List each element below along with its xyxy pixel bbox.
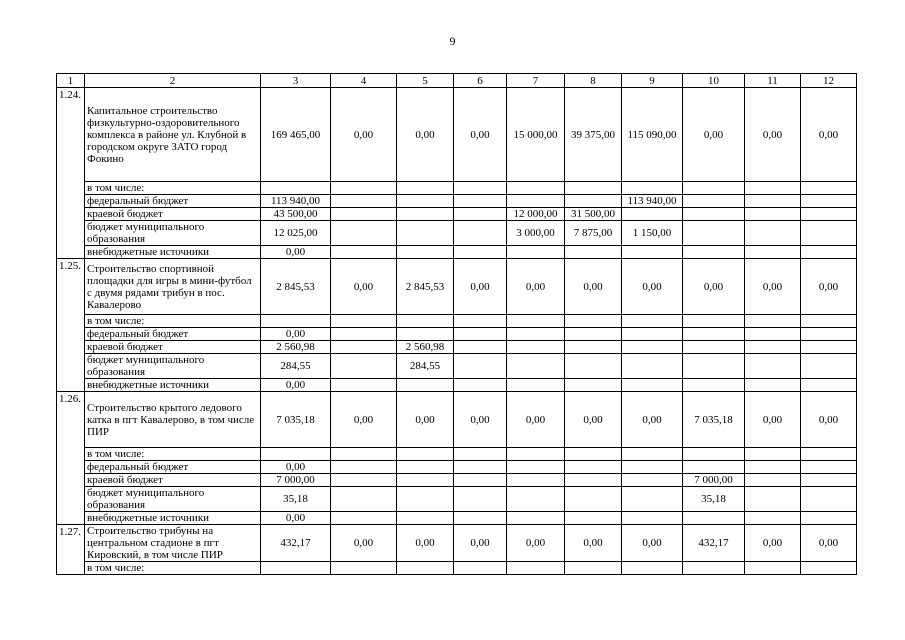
- amount-cell: [454, 328, 507, 341]
- amount-cell: [801, 448, 857, 461]
- amount-cell: 0,00: [261, 512, 331, 525]
- funding-source-label: краевой бюджет: [85, 474, 261, 487]
- amount-cell: [454, 341, 507, 354]
- amount-cell: 0,00: [622, 525, 683, 562]
- column-header: 12: [801, 74, 857, 88]
- amount-cell: 3 000,00: [507, 221, 565, 246]
- amount-cell: [683, 246, 745, 259]
- table-subrow: [57, 448, 857, 461]
- amount-cell: [565, 461, 622, 474]
- amount-cell: [397, 512, 454, 525]
- amount-cell: 0,00: [801, 88, 857, 182]
- amount-cell: [801, 195, 857, 208]
- funding-source-label: бюджет муниципального образования: [85, 487, 261, 512]
- funding-source-label: в том числе:: [85, 182, 261, 195]
- amount-cell: [331, 354, 397, 379]
- amount-cell: 0,00: [507, 525, 565, 562]
- amount-cell: [331, 474, 397, 487]
- amount-cell: 0,00: [801, 259, 857, 315]
- amount-cell: 0,00: [331, 259, 397, 315]
- table-subrow: [57, 474, 857, 487]
- column-header: 4: [331, 74, 397, 88]
- amount-cell: 0,00: [261, 246, 331, 259]
- table-subrow: [57, 487, 857, 512]
- amount-cell: [507, 379, 565, 392]
- amount-cell: [331, 379, 397, 392]
- amount-cell: [745, 182, 801, 195]
- column-header: 8: [565, 74, 622, 88]
- amount-cell: [622, 182, 683, 195]
- amount-cell: 0,00: [507, 259, 565, 315]
- amount-cell: [454, 562, 507, 575]
- table-subrow: [57, 461, 857, 474]
- amount-cell: [565, 474, 622, 487]
- amount-cell: [683, 461, 745, 474]
- amount-cell: [507, 461, 565, 474]
- amount-cell: [397, 221, 454, 246]
- amount-cell: [565, 195, 622, 208]
- amount-cell: [683, 315, 745, 328]
- amount-cell: [331, 182, 397, 195]
- table-subrow: [57, 379, 857, 392]
- amount-cell: 39 375,00: [565, 88, 622, 182]
- amount-cell: [261, 562, 331, 575]
- amount-cell: [622, 474, 683, 487]
- amount-cell: [565, 562, 622, 575]
- amount-cell: [331, 487, 397, 512]
- amount-cell: [397, 474, 454, 487]
- amount-cell: [745, 246, 801, 259]
- amount-cell: [565, 246, 622, 259]
- amount-cell: [507, 487, 565, 512]
- amount-cell: [622, 328, 683, 341]
- item-name: Строительство крытого ледового катка в пгт Кавалерово, в том числе ПИР: [85, 392, 261, 448]
- amount-cell: 2 845,53: [397, 259, 454, 315]
- item-number: 1.25.: [57, 259, 85, 392]
- amount-cell: [565, 328, 622, 341]
- amount-cell: [745, 512, 801, 525]
- amount-cell: [622, 512, 683, 525]
- amount-cell: 31 500,00: [565, 208, 622, 221]
- amount-cell: [683, 354, 745, 379]
- table-row: [57, 392, 857, 448]
- amount-cell: [745, 315, 801, 328]
- amount-cell: 2 560,98: [397, 341, 454, 354]
- amount-cell: [454, 379, 507, 392]
- amount-cell: 2 560,98: [261, 341, 331, 354]
- amount-cell: [801, 487, 857, 512]
- amount-cell: [454, 487, 507, 512]
- amount-cell: 0,00: [397, 392, 454, 448]
- amount-cell: [565, 448, 622, 461]
- header-row: [57, 74, 857, 88]
- amount-cell: [261, 182, 331, 195]
- amount-cell: 0,00: [565, 392, 622, 448]
- amount-cell: [397, 487, 454, 512]
- amount-cell: [331, 461, 397, 474]
- amount-cell: [397, 315, 454, 328]
- amount-cell: [507, 448, 565, 461]
- funding-source-label: бюджет муниципального образования: [85, 221, 261, 246]
- amount-cell: 432,17: [683, 525, 745, 562]
- amount-cell: [331, 448, 397, 461]
- amount-cell: [565, 341, 622, 354]
- amount-cell: [507, 195, 565, 208]
- page-number: 9: [449, 34, 456, 48]
- amount-cell: [622, 461, 683, 474]
- table-body: [57, 74, 857, 575]
- amount-cell: 0,00: [454, 259, 507, 315]
- amount-cell: [745, 221, 801, 246]
- amount-cell: 0,00: [261, 328, 331, 341]
- amount-cell: [622, 562, 683, 575]
- amount-cell: 7 875,00: [565, 221, 622, 246]
- amount-cell: [454, 474, 507, 487]
- amount-cell: [745, 208, 801, 221]
- amount-cell: [683, 221, 745, 246]
- amount-cell: [397, 195, 454, 208]
- amount-cell: [683, 208, 745, 221]
- amount-cell: [507, 341, 565, 354]
- amount-cell: [454, 461, 507, 474]
- amount-cell: [331, 221, 397, 246]
- amount-cell: [801, 328, 857, 341]
- amount-cell: [683, 182, 745, 195]
- table-row: [57, 88, 857, 182]
- amount-cell: 113 940,00: [622, 195, 683, 208]
- column-header: 10: [683, 74, 745, 88]
- amount-cell: [331, 246, 397, 259]
- amount-cell: 284,55: [261, 354, 331, 379]
- amount-cell: [397, 182, 454, 195]
- amount-cell: [745, 354, 801, 379]
- amount-cell: [683, 195, 745, 208]
- amount-cell: [801, 221, 857, 246]
- funding-source-label: внебюджетные источники: [85, 379, 261, 392]
- amount-cell: [454, 208, 507, 221]
- amount-cell: [507, 474, 565, 487]
- amount-cell: 12 025,00: [261, 221, 331, 246]
- amount-cell: [801, 208, 857, 221]
- amount-cell: [454, 315, 507, 328]
- amount-cell: 115 090,00: [622, 88, 683, 182]
- amount-cell: [507, 246, 565, 259]
- amount-cell: [397, 562, 454, 575]
- funding-source-label: краевой бюджет: [85, 341, 261, 354]
- amount-cell: [622, 379, 683, 392]
- amount-cell: [801, 461, 857, 474]
- funding-source-label: федеральный бюджет: [85, 461, 261, 474]
- amount-cell: [331, 562, 397, 575]
- column-header: 7: [507, 74, 565, 88]
- amount-cell: [801, 379, 857, 392]
- column-header: 9: [622, 74, 683, 88]
- amount-cell: 0,00: [331, 88, 397, 182]
- amount-cell: [683, 341, 745, 354]
- amount-cell: [745, 195, 801, 208]
- amount-cell: [801, 354, 857, 379]
- table-subrow: [57, 246, 857, 259]
- amount-cell: 0,00: [454, 392, 507, 448]
- item-number: 1.27.: [57, 525, 85, 575]
- amount-cell: 15 000,00: [507, 88, 565, 182]
- amount-cell: 0,00: [261, 461, 331, 474]
- amount-cell: [745, 474, 801, 487]
- funding-source-label: в том числе:: [85, 562, 261, 575]
- amount-cell: 0,00: [397, 525, 454, 562]
- amount-cell: 7 000,00: [261, 474, 331, 487]
- amount-cell: 7 000,00: [683, 474, 745, 487]
- amount-cell: 0,00: [745, 392, 801, 448]
- amount-cell: [622, 354, 683, 379]
- funding-source-label: бюджет муниципального образования: [85, 354, 261, 379]
- funding-source-label: федеральный бюджет: [85, 328, 261, 341]
- funding-source-label: в том числе:: [85, 448, 261, 461]
- table-subrow: [57, 182, 857, 195]
- amount-cell: 0,00: [454, 525, 507, 562]
- amount-cell: 0,00: [801, 392, 857, 448]
- amount-cell: [745, 562, 801, 575]
- amount-cell: [565, 315, 622, 328]
- column-header: 1: [57, 74, 85, 88]
- item-name: Строительство спортивной площадки для игры в мини-футбол с двумя рядами трибун в пос. Кавалерово: [85, 259, 261, 315]
- amount-cell: [622, 487, 683, 512]
- amount-cell: [801, 474, 857, 487]
- amount-cell: [565, 379, 622, 392]
- funding-source-label: федеральный бюджет: [85, 195, 261, 208]
- amount-cell: 0,00: [331, 392, 397, 448]
- amount-cell: 0,00: [331, 525, 397, 562]
- amount-cell: 0,00: [565, 259, 622, 315]
- table-subrow: [57, 354, 857, 379]
- item-number: 1.24.: [57, 88, 85, 259]
- amount-cell: [507, 315, 565, 328]
- amount-cell: 0,00: [745, 525, 801, 562]
- column-header: 11: [745, 74, 801, 88]
- amount-cell: 0,00: [261, 379, 331, 392]
- amount-cell: [622, 208, 683, 221]
- amount-cell: [683, 512, 745, 525]
- amount-cell: [454, 354, 507, 379]
- amount-cell: [683, 328, 745, 341]
- item-name: Строительство трибуны на центральном стадионе в пгт Кировский, в том числе ПИР: [85, 525, 261, 562]
- table-subrow: [57, 221, 857, 246]
- amount-cell: 7 035,18: [683, 392, 745, 448]
- amount-cell: [683, 448, 745, 461]
- amount-cell: [397, 246, 454, 259]
- table-subrow: [57, 341, 857, 354]
- amount-cell: [397, 448, 454, 461]
- amount-cell: [397, 208, 454, 221]
- amount-cell: [331, 512, 397, 525]
- amount-cell: [745, 341, 801, 354]
- table-row: [57, 259, 857, 315]
- amount-cell: [507, 512, 565, 525]
- amount-cell: 0,00: [565, 525, 622, 562]
- funding-source-label: внебюджетные источники: [85, 246, 261, 259]
- amount-cell: [683, 562, 745, 575]
- amount-cell: 432,17: [261, 525, 331, 562]
- amount-cell: [454, 246, 507, 259]
- table-subrow: [57, 315, 857, 328]
- amount-cell: [331, 208, 397, 221]
- amount-cell: [801, 562, 857, 575]
- amount-cell: 0,00: [397, 88, 454, 182]
- amount-cell: [507, 182, 565, 195]
- amount-cell: 0,00: [683, 88, 745, 182]
- amount-cell: [507, 562, 565, 575]
- amount-cell: [801, 341, 857, 354]
- amount-cell: [331, 328, 397, 341]
- amount-cell: [261, 315, 331, 328]
- funding-source-label: внебюджетные источники: [85, 512, 261, 525]
- amount-cell: 7 035,18: [261, 392, 331, 448]
- amount-cell: 0,00: [801, 525, 857, 562]
- amount-cell: [331, 195, 397, 208]
- table-row: [57, 525, 857, 562]
- amount-cell: [622, 315, 683, 328]
- amount-cell: [745, 379, 801, 392]
- funding-source-label: краевой бюджет: [85, 208, 261, 221]
- amount-cell: [397, 328, 454, 341]
- amount-cell: [454, 221, 507, 246]
- amount-cell: 0,00: [622, 259, 683, 315]
- amount-cell: 284,55: [397, 354, 454, 379]
- amount-cell: [507, 354, 565, 379]
- amount-cell: 35,18: [261, 487, 331, 512]
- table-subrow: [57, 195, 857, 208]
- amount-cell: [331, 315, 397, 328]
- amount-cell: [801, 246, 857, 259]
- amount-cell: 0,00: [683, 259, 745, 315]
- amount-cell: 0,00: [622, 392, 683, 448]
- amount-cell: 43 500,00: [261, 208, 331, 221]
- amount-cell: [745, 461, 801, 474]
- amount-cell: 113 940,00: [261, 195, 331, 208]
- amount-cell: [801, 315, 857, 328]
- funding-source-label: в том числе:: [85, 315, 261, 328]
- amount-cell: [801, 512, 857, 525]
- amount-cell: [454, 195, 507, 208]
- amount-cell: 1 150,00: [622, 221, 683, 246]
- table-subrow: [57, 328, 857, 341]
- amount-cell: [454, 448, 507, 461]
- item-number: 1.26.: [57, 392, 85, 525]
- amount-cell: [745, 487, 801, 512]
- amount-cell: [261, 448, 331, 461]
- amount-cell: 0,00: [745, 88, 801, 182]
- column-header: 5: [397, 74, 454, 88]
- column-header: 2: [85, 74, 261, 88]
- amount-cell: [454, 182, 507, 195]
- amount-cell: [622, 246, 683, 259]
- amount-cell: 169 465,00: [261, 88, 331, 182]
- amount-cell: [745, 448, 801, 461]
- amount-cell: [683, 379, 745, 392]
- amount-cell: [565, 354, 622, 379]
- amount-cell: [745, 328, 801, 341]
- amount-cell: [565, 487, 622, 512]
- amount-cell: 35,18: [683, 487, 745, 512]
- amount-cell: 12 000,00: [507, 208, 565, 221]
- amount-cell: [397, 461, 454, 474]
- item-name: Капитальное строительство физкультурно-оздоровительного комплекса в районе ул. Клубной в городском округе ЗАТО город Фокино: [85, 88, 261, 182]
- table-subrow: [57, 208, 857, 221]
- amount-cell: [454, 512, 507, 525]
- column-header: 6: [454, 74, 507, 88]
- table-subrow: [57, 562, 857, 575]
- amount-cell: [622, 341, 683, 354]
- amount-cell: 2 845,53: [261, 259, 331, 315]
- table-subrow: [57, 512, 857, 525]
- amount-cell: 0,00: [745, 259, 801, 315]
- amount-cell: [622, 448, 683, 461]
- amount-cell: [801, 182, 857, 195]
- column-header: 3: [261, 74, 331, 88]
- amount-cell: [565, 512, 622, 525]
- amount-cell: [507, 328, 565, 341]
- amount-cell: 0,00: [507, 392, 565, 448]
- budget-table: [56, 73, 857, 575]
- amount-cell: [397, 379, 454, 392]
- amount-cell: [331, 341, 397, 354]
- amount-cell: 0,00: [454, 88, 507, 182]
- amount-cell: [565, 182, 622, 195]
